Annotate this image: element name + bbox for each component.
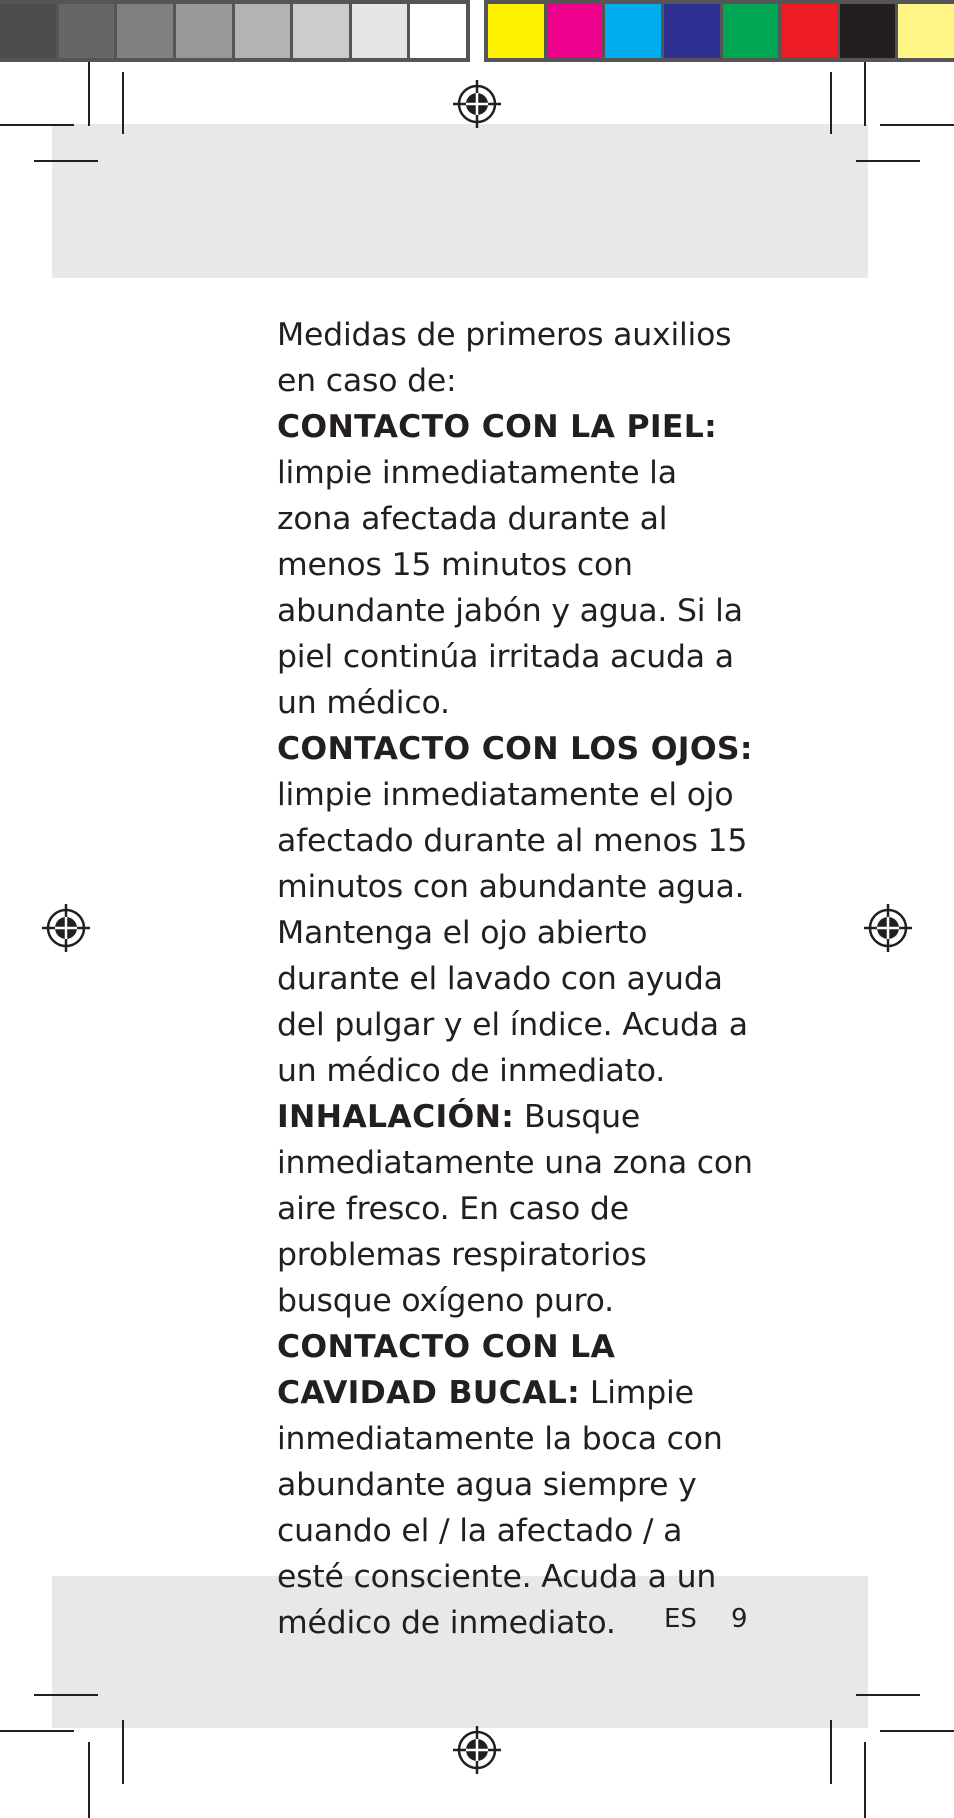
section-heading: CONTACTO CON LA CAVIDAD BUCAL: xyxy=(277,1329,616,1411)
crop-mark xyxy=(0,124,74,126)
gray-swatch xyxy=(235,4,294,58)
section-eyes xyxy=(277,726,757,1094)
registration-mark-icon xyxy=(864,904,912,952)
crop-mark xyxy=(880,1730,954,1732)
section-inhalation xyxy=(277,1094,757,1324)
gray-swatch xyxy=(59,4,118,58)
crop-mark xyxy=(864,62,866,126)
crop-mark xyxy=(830,1720,832,1784)
magenta-swatch xyxy=(547,4,606,58)
section-body: limpie inmediatamente la zona afectada durante al menos 15 minutos con abundante jabón y agua. Si la piel continúa irritada acuda a un médico. xyxy=(277,455,743,721)
section-heading: CONTACTO CON LA PIEL: xyxy=(277,409,717,445)
color-calibration-bar xyxy=(484,0,954,62)
cyan-swatch xyxy=(605,4,664,58)
grayscale-calibration-bar xyxy=(0,0,470,62)
gray-swatch xyxy=(0,4,59,58)
crop-mark xyxy=(864,1742,866,1818)
registration-mark-icon xyxy=(453,80,501,128)
section-body: limpie inmediatamente el ojo afectado durante al menos 15 minutos con abundante agua. Mantenga el ojo abierto durante el lavado con ayuda del pulgar y el índice. Acuda a un médico de inmediato. xyxy=(277,777,748,1089)
crop-mark xyxy=(34,1694,98,1696)
crop-mark xyxy=(88,1742,90,1818)
gray-swatch xyxy=(293,4,352,58)
gray-swatch xyxy=(176,4,235,58)
crop-mark xyxy=(122,1720,124,1784)
crop-mark xyxy=(122,72,124,134)
language-code: ES xyxy=(664,1604,697,1634)
gray-swatch xyxy=(352,4,411,58)
section-mouth xyxy=(277,1324,757,1646)
crop-mark xyxy=(856,160,920,162)
page-footer xyxy=(664,1604,747,1634)
registration-mark-icon xyxy=(453,1726,501,1774)
crop-mark xyxy=(34,160,98,162)
black-swatch xyxy=(840,4,899,58)
header-band xyxy=(52,124,868,278)
section-body: Busque inmediatamente una zona con aire fresco. En caso de problemas respiratorios busque oxígeno puro. xyxy=(277,1099,753,1319)
page-number: 9 xyxy=(730,1604,748,1634)
section-heading: INHALACIÓN: xyxy=(277,1099,515,1135)
crop-mark xyxy=(880,124,954,126)
red-swatch xyxy=(781,4,840,58)
crop-mark xyxy=(830,72,832,134)
gray-swatch xyxy=(117,4,176,58)
section-body: Limpie inmediatamente la boca con abundante agua siempre y cuando el / la afectado / a esté consciente. Acuda a un médico de inmediato. xyxy=(277,1375,723,1641)
crop-mark xyxy=(0,1730,74,1732)
gray-swatch xyxy=(410,4,466,58)
yellow-swatch xyxy=(488,4,547,58)
section-heading: CONTACTO CON LOS OJOS: xyxy=(277,731,753,767)
light-yellow-swatch xyxy=(898,4,954,58)
registration-mark-icon xyxy=(42,904,90,952)
blue-swatch xyxy=(664,4,723,58)
crop-mark xyxy=(88,62,90,126)
section-skin xyxy=(277,404,757,726)
green-swatch xyxy=(723,4,782,58)
crop-mark xyxy=(856,1694,920,1696)
intro-text: Medidas de primeros auxilios en caso de: xyxy=(277,317,732,399)
first-aid-text xyxy=(277,312,757,1646)
